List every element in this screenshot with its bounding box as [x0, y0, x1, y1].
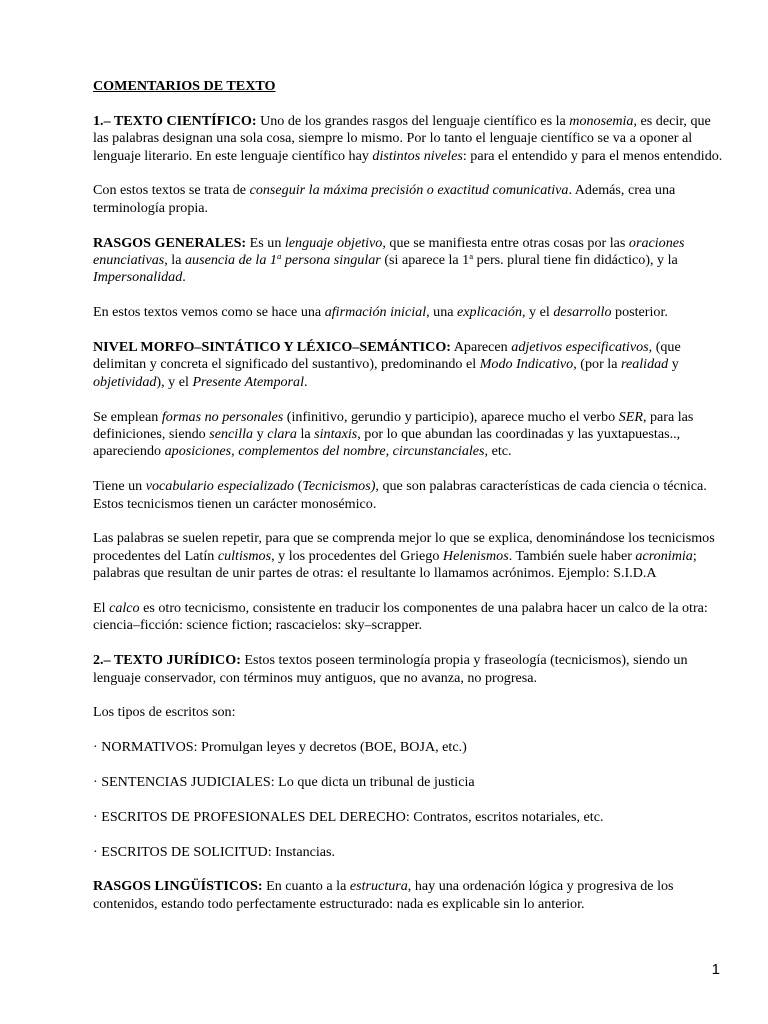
- text-run: Modo Indicativo: [479, 356, 574, 373]
- document-body: [93, 113, 725, 913]
- text-run: , la: [164, 252, 185, 269]
- text-run: Con estos textos se trata de: [93, 182, 250, 199]
- text-run: a: [276, 251, 282, 262]
- text-run: calco: [109, 600, 140, 617]
- text-run: y: [668, 356, 679, 373]
- section-heading: NIVEL MORFO–SINTÁTICO Y LÉXICO–SEMÁNTICO:: [93, 339, 451, 356]
- text-run: . Además, crea una terminología propia.: [93, 182, 676, 216]
- text-run: (: [294, 478, 303, 495]
- section-heading: RASGOS LINGÜÍSTICOS:: [93, 878, 263, 895]
- text-run: Uno de los grandes rasgos del lenguaje científico es la: [256, 112, 570, 129]
- section-heading: RASGOS GENERALES:: [93, 234, 247, 251]
- paragraph: [93, 478, 725, 513]
- text-run: , (que delimitan y concreta el significado del sustantivo), predominando el: [93, 339, 681, 373]
- text-run: , etc.: [484, 443, 512, 460]
- text-run: Presente Atemporal: [192, 373, 304, 390]
- text-run: es otro tecnicismo, consistente en traducir los componentes de una palabra hacer un calco de la otra: ciencia–ficción: science fiction; rascacielos: sky–scrapper.: [93, 600, 708, 634]
- text-run: pers. plural tiene fin didáctico), y la: [473, 252, 678, 269]
- text-run: afirmación inicial: [324, 304, 427, 321]
- paragraph: [93, 182, 725, 217]
- text-run: , para las definiciones, siendo: [93, 408, 694, 443]
- paragraph: [93, 304, 725, 321]
- paragraph: [93, 878, 725, 913]
- text-run: monosemia: [569, 112, 634, 129]
- text-run: (infinitivo, gerundio y participio), aparece mucho el verbo: [283, 408, 619, 425]
- text-run: ; palabras que resultan de unir partes de otras: el resultante lo llamamos acrónimos. Ejemplo: S.I.D.A: [93, 547, 697, 582]
- text-run: · SENTENCIAS JUDICIALES: Lo que dicta un tribunal de justicia: [93, 774, 475, 791]
- document-page: [93, 78, 725, 931]
- text-run: El: [93, 600, 110, 617]
- paragraph: [93, 339, 725, 391]
- text-run: (si aparece la 1: [380, 252, 470, 269]
- text-run: acronimia: [635, 547, 693, 564]
- text-run: explicación: [457, 304, 522, 321]
- paragraph: [93, 704, 725, 721]
- text-run: , una: [426, 304, 458, 321]
- paragraph: [93, 409, 725, 461]
- text-run: , es decir, que las palabras designan una sola cosa, siempre lo mismo. Por lo tanto el lenguaje científico se va a oponer al lenguaje literario. En este lenguaje científico hay: [93, 112, 711, 164]
- text-run: Helenismos: [442, 547, 509, 564]
- text-run: desarrollo: [553, 304, 612, 321]
- text-run: formas no personales: [161, 408, 284, 425]
- text-run: En estos textos vemos como se hace una: [93, 304, 325, 321]
- paragraph: [93, 235, 725, 287]
- text-run: · ESCRITOS DE PROFESIONALES DEL DERECHO: Contratos, escritos notariales, etc.: [93, 808, 604, 825]
- text-run: Impersonalidad: [93, 269, 183, 286]
- paragraph: [93, 774, 725, 791]
- paragraph: [93, 113, 725, 165]
- text-run: sintaxis: [314, 426, 358, 443]
- text-run: , y los procedentes del Griego: [271, 547, 443, 564]
- text-run: Se emplean: [93, 408, 162, 425]
- text-run: .: [182, 269, 186, 286]
- text-run: Tiene un: [93, 478, 146, 495]
- text-run: , (por la: [573, 356, 621, 373]
- text-run: . También suele haber: [508, 547, 636, 564]
- text-run: la: [296, 426, 315, 443]
- text-run: estructura: [349, 878, 408, 895]
- text-run: sencilla: [209, 426, 254, 443]
- text-run: a: [469, 251, 474, 262]
- text-run: posterior.: [611, 304, 668, 321]
- text-run: y: [253, 426, 268, 443]
- text-run: : para el entendido y para el menos entendido.: [462, 147, 723, 164]
- document-title: COMENTARIOS DE TEXTO: [93, 78, 276, 94]
- text-run: persona singular: [281, 252, 381, 269]
- paragraph: [93, 739, 725, 756]
- text-run: oraciones enunciativas: [93, 234, 685, 269]
- text-run: , que se manifiesta entre otras cosas por las: [382, 234, 629, 251]
- text-run: distintos niveles: [372, 147, 463, 164]
- text-run: conseguir la máxima precisión o exactitud comunicativa: [249, 182, 569, 199]
- text-run: vocabulario especializado: [145, 478, 295, 495]
- text-run: realidad: [620, 356, 669, 373]
- text-run: .: [304, 373, 308, 390]
- paragraph: [93, 809, 725, 826]
- text-run: Las palabras se suelen repetir, para que se comprenda mejor lo que se explica, denominándose los tecnicismos procedentes del Latín: [93, 530, 715, 564]
- paragraph: [93, 844, 725, 861]
- page-number: 1: [711, 961, 720, 978]
- paragraph: [93, 652, 725, 687]
- text-run: · NORMATIVOS: Promulgan leyes y decretos (BOE, BOJA, etc.): [93, 739, 467, 756]
- text-run: En cuanto a la: [262, 878, 350, 895]
- text-run: , que son palabras características de cada ciencia o técnica. Estos tecnicismos tienen un carácter monosémico.: [93, 478, 707, 512]
- text-run: · ESCRITOS DE SOLICITUD: Instancias.: [93, 843, 336, 860]
- text-run: ), y el: [156, 373, 193, 390]
- text-run: Aparecen: [451, 339, 512, 356]
- text-run: SER: [618, 408, 643, 425]
- text-run: Estos textos poseen terminología propia y fraseología (tecnicismos), siendo un lenguaje conservador, con términos muy antiguos, que no avanza, no progresa.: [93, 652, 688, 686]
- text-run: cultismos: [217, 547, 272, 564]
- text-run: Tecnicismos): [302, 478, 376, 495]
- text-run: objetividad: [93, 373, 157, 390]
- text-run: aposiciones, complementos del nombre, circunstanciales: [164, 443, 485, 460]
- text-run: adjetivos especificativos: [511, 339, 649, 356]
- text-run: , hay una ordenación lógica y progresiva de los contenidos, estando todo perfectamente estructurado: nada es explicable sin lo anterior.: [93, 878, 674, 912]
- text-run: Es un: [246, 234, 285, 251]
- text-run: lenguaje objetivo: [284, 234, 383, 251]
- text-run: Los tipos de escritos son:: [93, 704, 236, 721]
- paragraph: [93, 530, 725, 582]
- section-heading: 1.– TEXTO CIENTÍFICO:: [93, 112, 257, 129]
- text-run: , y el: [522, 304, 554, 321]
- paragraph: [93, 600, 725, 635]
- section-heading: 2.– TEXTO JURÍDICO:: [93, 652, 241, 669]
- text-run: ausencia de la 1: [184, 252, 277, 269]
- text-run: , por lo que abundan las coordinadas y las yuxtapuestas.., apareciendo: [93, 426, 681, 460]
- text-run: clara: [267, 426, 297, 443]
